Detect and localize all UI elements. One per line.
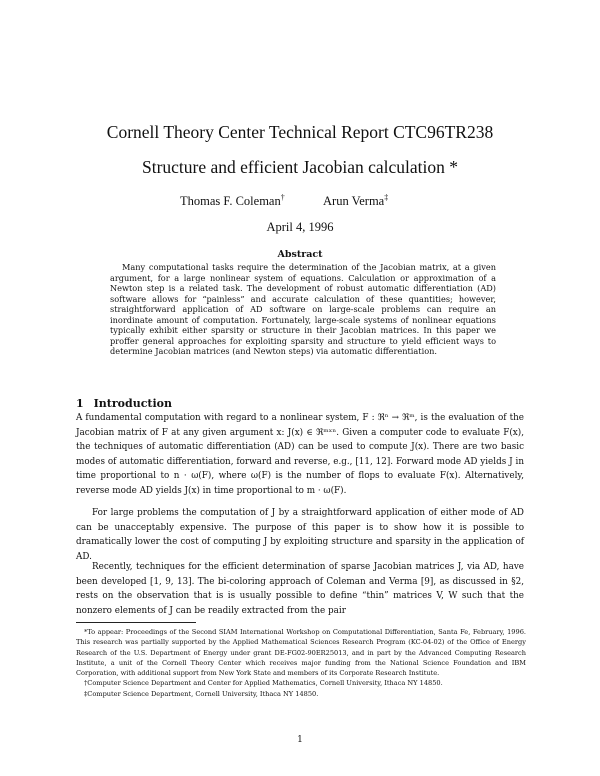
publication-date: April 4, 1996 [266,220,334,234]
body-paragraph: For large problems the computation of J by a straightforward application of either mode of AD can be unacceptably expensive. The purpose of this paper is to show how it is possible to dramatically lower the cost of computing J by exploiting structure and sparsity in the application of AD. [76,508,524,562]
footnote-divider [76,622,196,623]
report-title: Cornell Theory Center Technical Report CTC96TR238 [106,122,494,142]
author-verma: Arun Verma‡ [323,192,389,208]
author-footnote-mark: ‡ [384,192,389,202]
footnote: ‡Computer Science Department, Cornell University, Ithaca NY 14850. [84,689,319,698]
page-number: 1 [297,735,303,745]
footnote: *To appear: Proceedings of the Second SIAM International Workshop on Computational Differentiation, Santa Fe, February, 1996. This research was partially supported by the Applied Mathematical Sciences Research Program (KC-04-02) of the Office of Energy Research of the U.S. Department of Energy under grant DE-FG02-90ER25013, and in part by the Advanced Computing Research Institute, a unit of the Cornell Theory Center which receives major funding from the National Science Foundation and IBM Corporation, with additional support from New York State and members of its Corporate Research Institute. [76,628,526,678]
author-coleman: Thomas F. Coleman† [180,192,285,208]
footnote: †Computer Science Department and Center for Applied Mathematics, Cornell University, Ithaca NY 14850. [84,679,443,688]
section-heading [76,397,172,410]
section-title: Introduction [93,397,172,410]
section-number: 1 [76,397,84,410]
abstract-text: Many computational tasks require the determination of the Jacobian matrix, at a given argument, for a large nonlinear system of equations. Calculation or approximation of a Newton step is a related task. The development of robust automatic differentiation (AD) software allows for “painless” and accurate calculation of these quantities; however, straightforward application of AD software on large-scale problems can require an inordinate amount of computation. Fortunately, large-scale systems of nonlinear equations typically exhibit either sparsity or structure in their Jacobian matrices. In this paper we proffer general approaches for exploiting sparsity and structure to yield efficient ways to determine Jacobian matrices (and Newton steps) via automatic differentiation. [110,262,496,356]
body-paragraph: A fundamental computation with regard to a nonlinear system, F : ℜⁿ → ℜᵐ, is the evaluation of the Jacobian matrix of F at any given argument x: J(x) ∈ ℜᵐˣⁿ. Given a computer code to evaluate F(x), the techniques of automatic differentiation (AD) can be used to compute J(x). There are two basic modes of automatic differentiation, forward and reverse, e.g., [11, 12]. Forward mode AD yields J in time proportional to n · ω(F), where ω(F) is the number of flops to evaluate F(x). Alternatively, reverse mode AD yields J(x) in time proportional to m · ω(F). [76,413,524,496]
body-paragraph: Recently, techniques for the efficient determination of sparse Jacobian matrices J, via AD, have been developed [1, 9, 13]. The bi-coloring approach of Coleman and Verma [9], as discussed in §2, rests on the observation that is is usually possible to define “thin” matrices V, W such that the nonzero elements of J can be readily extracted from the pair [76,562,524,616]
author-list [0,194,600,214]
footnotes [76,627,526,699]
author-footnote-mark: † [280,192,285,202]
paper-title: Structure and efficient Jacobian calculation * [141,157,458,177]
abstract-heading: Abstract [277,249,323,260]
